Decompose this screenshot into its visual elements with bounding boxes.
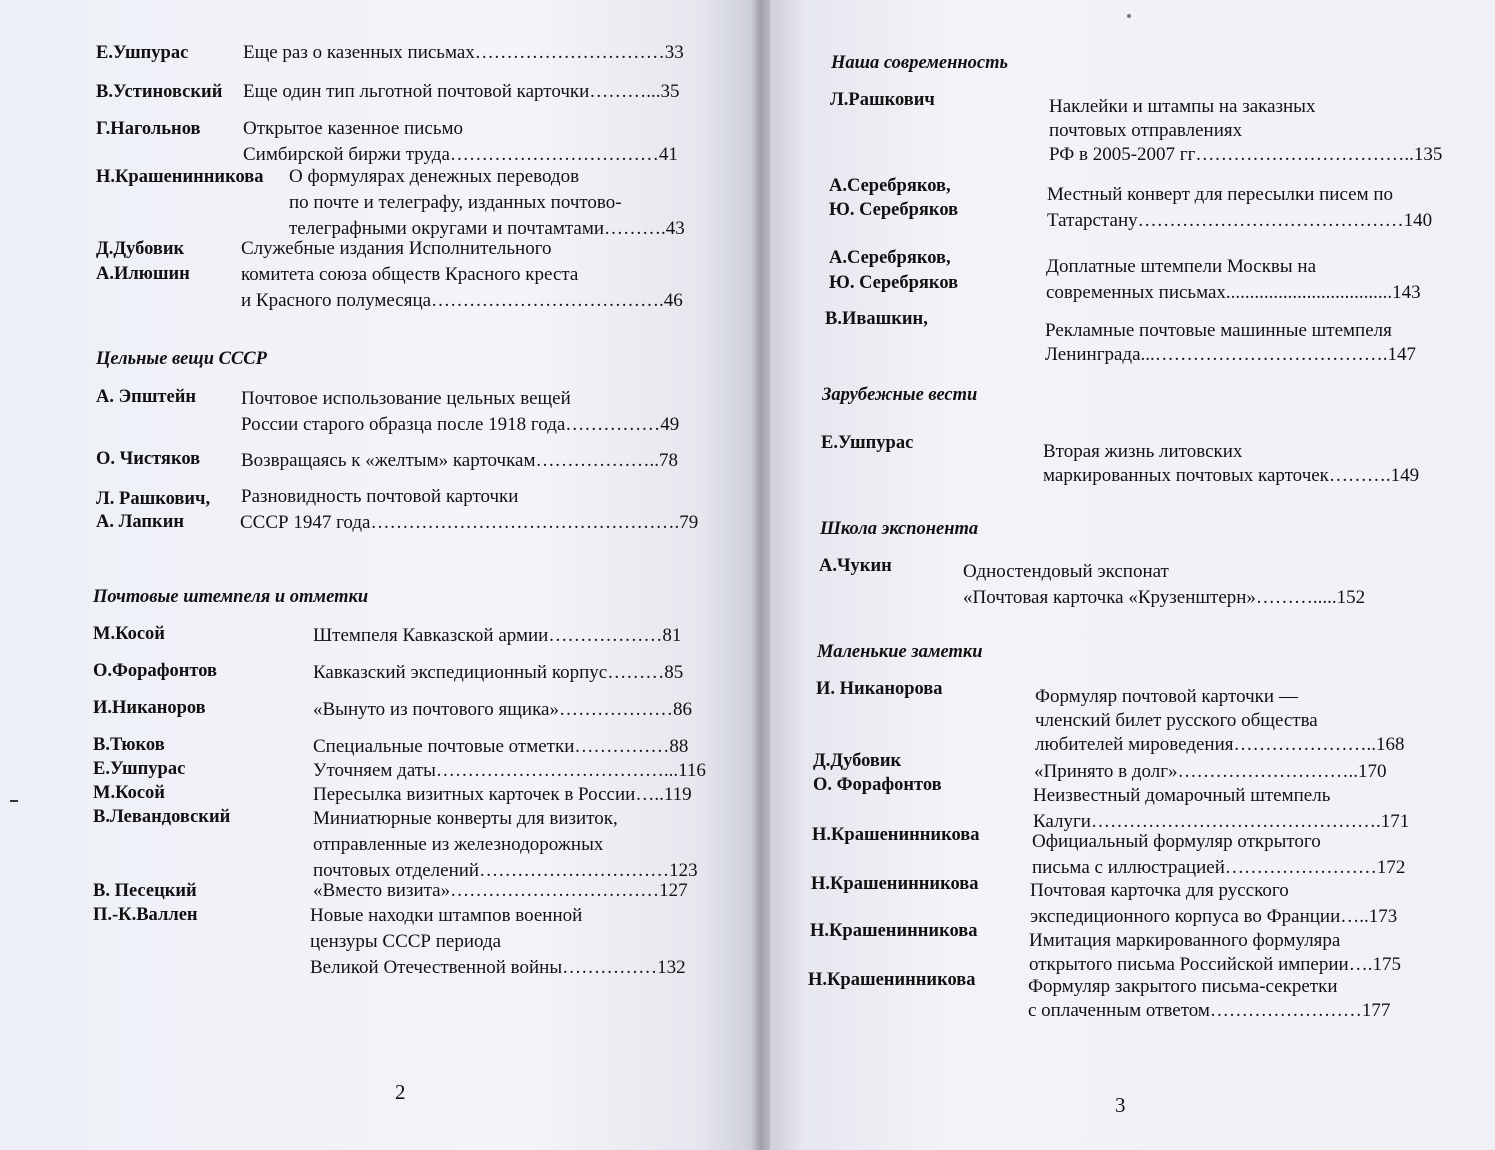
section-heading: Цельные вещи СССР [96,349,267,369]
section-heading: Маленькие заметки [817,642,983,662]
entry-title-line[interactable]: почтовых отделений…………………………123 [313,860,698,881]
entry-title-line[interactable]: членский билет русского общества [1035,710,1318,731]
entry-title-line[interactable]: Формуляр почтовой карточки — [1035,686,1298,707]
entry-title-line[interactable]: современных письмах...................................143 [1046,282,1421,303]
entry-title-line[interactable]: Вторая жизнь литовских [1043,441,1243,462]
entry-author: В. Песецкий [93,881,197,901]
entry-author: А. Эпштейн [96,387,197,407]
entry-author: Д.Дубовик [96,239,185,259]
entry-author: А.Чукин [819,556,892,576]
entry-title-line[interactable]: «Вынуто из почтового ящика»………………86 [313,699,692,720]
entry-author: П.-К.Валлен [93,905,198,925]
entry-title-line[interactable]: Открытое казенное письмо [243,118,464,139]
entry-title-line[interactable]: телеграфными округами и почтамтами……….43 [289,218,685,239]
entry-title-line[interactable]: «Почтовая карточка «Крузенштерн»……….....152 [963,587,1366,608]
entry-author: Н.Крашенинникова [811,874,979,894]
entry-author: Е.Ушпурас [93,759,186,779]
entry-author: А.Серебряков, [829,176,951,196]
entry-title-line[interactable]: с оплаченным ответом……………………177 [1028,1000,1391,1021]
entry-title-line[interactable]: Неизвестный домарочный штемпель [1033,785,1331,806]
entry-author: И. Никанорова [816,679,943,699]
entry-author: А.Серебряков, [829,248,951,268]
entry-title-line[interactable]: Штемпеля Кавказской армии………………81 [313,625,682,646]
page-number: 3 [1115,1093,1126,1117]
entry-title-line[interactable]: Одностендовый экспонат [963,561,1169,582]
entry-title-line[interactable]: открытого письма Российской империи….175 [1029,954,1401,975]
entry-title-line[interactable]: Новые находки штампов военной [310,905,583,926]
entry-title-line[interactable]: РФ в 2005-2007 гг……………………………..135 [1049,144,1443,165]
entry-author: В.Тюков [93,735,165,755]
entry-author: Л.Рашкович [830,90,935,110]
entry-title-line[interactable]: отправленные из железнодорожных [313,834,604,855]
entry-title-line[interactable]: маркированных почтовых карточек……….149 [1043,465,1420,486]
entry-title-line[interactable]: Почтовая карточка для русского [1030,880,1289,901]
entry-title-line[interactable]: Разновидность почтовой карточки [241,486,519,507]
entry-author: Е.Ушпурас [96,43,189,63]
entry-title-line[interactable]: Специальные почтовые отметки……………88 [313,736,689,757]
entry-title-line[interactable]: «Вместо визита»……………………………127 [313,880,688,901]
entry-author: О. Форафонтов [813,775,942,795]
entry-author: Е.Ушпурас [821,433,914,453]
margin-mark [10,800,18,802]
entry-title-line[interactable]: комитета союза обществ Красного креста [241,264,579,285]
entry-title-line[interactable]: Почтовое использование цельных вещей [241,388,571,409]
entry-title-line[interactable]: Кавказский экспедиционный корпус………85 [313,662,684,683]
entry-author: Н.Крашенинникова [808,970,976,990]
entry-title-line[interactable]: Возвращаясь к «желтым» карточкам………………..78 [241,450,678,471]
entry-title-line[interactable]: Официальный формуляр открытого [1032,831,1321,852]
section-heading: Зарубежные вести [822,385,978,405]
entry-author: О. Чистяков [96,449,201,469]
entry-title-line[interactable]: Формуляр закрытого письма-секретки [1028,976,1338,997]
book-spine [752,0,770,1150]
entry-title-line[interactable]: Симбирской биржи труда……………………………41 [243,144,678,165]
entry-author: Н.Крашенинникова [96,167,264,187]
section-heading: Школа экспонента [820,519,979,539]
entry-title-line[interactable]: О формулярах денежных переводов [289,166,580,187]
entry-author: В.Ивашкин, [825,309,928,329]
entry-title-line[interactable]: Доплатные штемпели Москвы на [1046,256,1317,277]
entry-title-line[interactable]: Еще один тип льготной почтовой карточки………...35 [243,81,680,102]
entry-title-line[interactable]: экспедиционного корпуса во Франции…..173 [1030,906,1398,927]
entry-title-line[interactable]: Еще раз о казенных письмах…………………………33 [243,42,684,63]
entry-author: И.Никаноров [93,698,206,718]
entry-title-line[interactable]: Служебные издания Исполнительного [241,238,552,259]
entry-coauthor: Ю. Серебряков [829,273,959,293]
entry-title-line[interactable]: «Принято в долг»………………………..170 [1034,761,1387,782]
entry-title-line[interactable]: и Красного полумесяца……………………………….46 [241,290,683,311]
section-heading: Наша современность [831,53,1008,73]
entry-title-line[interactable]: по почте и телеграфу, изданных почтово- [289,192,622,213]
section-heading: Почтовые штемпеля и отметки [93,587,369,607]
entry-title-line[interactable]: Калуги……………………………………….171 [1033,811,1410,832]
right-page [760,0,1495,1150]
margin-dot [1127,14,1131,18]
entry-title-line[interactable]: Миниатюрные конверты для визиток, [313,808,618,829]
page-number: 2 [395,1080,406,1104]
entry-author: Г.Нагольнов [96,119,201,139]
entry-author: М.Косой [93,624,165,644]
entry-author: М.Косой [93,783,165,803]
entry-coauthor: А.Илюшин [96,264,190,284]
entry-title-line[interactable]: России старого образца после 1918 года……………49 [241,414,680,435]
entry-title-line[interactable]: СССР 1947 года………………………………………….79 [240,512,699,533]
entry-author: О.Форафонтов [93,661,218,681]
entry-title-line[interactable]: Великой Отечественной войны……………132 [310,957,686,978]
entry-title-line[interactable]: Местный конверт для пересылки писем по [1047,184,1394,205]
entry-author: В.Левандовский [93,807,231,827]
entry-title-line[interactable]: Татарстану……………………………………140 [1047,210,1433,231]
entry-title-line[interactable]: почтовых отправлениях [1049,120,1243,141]
entry-coauthor: А. Лапкин [96,512,185,532]
entry-title-line[interactable]: Уточняем даты………………………………...116 [313,760,706,781]
entry-title-line[interactable]: Наклейки и штампы на заказных [1049,96,1316,117]
entry-title-line[interactable]: любителей мироведения…………………..168 [1035,734,1405,755]
entry-title-line[interactable]: письма с иллюстрацией……………………172 [1032,857,1406,878]
entry-author: Л. Рашкович, [96,489,211,509]
entry-title-line[interactable]: Имитация маркированного формуляра [1029,930,1341,951]
entry-title-line[interactable]: Ленинграда...……………………………….147 [1045,344,1417,365]
entry-author: Н.Крашенинникова [810,921,978,941]
entry-author: Д.Дубовик [813,751,902,771]
entry-author: В.Устиновский [96,82,223,102]
entry-coauthor: Ю. Серебряков [829,200,959,220]
entry-author: Н.Крашенинникова [812,825,980,845]
entry-title-line[interactable]: Пересылка визитных карточек в России…..119 [313,784,692,805]
entry-title-line[interactable]: Рекламные почтовые машинные штемпеля [1045,320,1392,341]
entry-title-line[interactable]: цензуры СССР периода [310,931,502,952]
